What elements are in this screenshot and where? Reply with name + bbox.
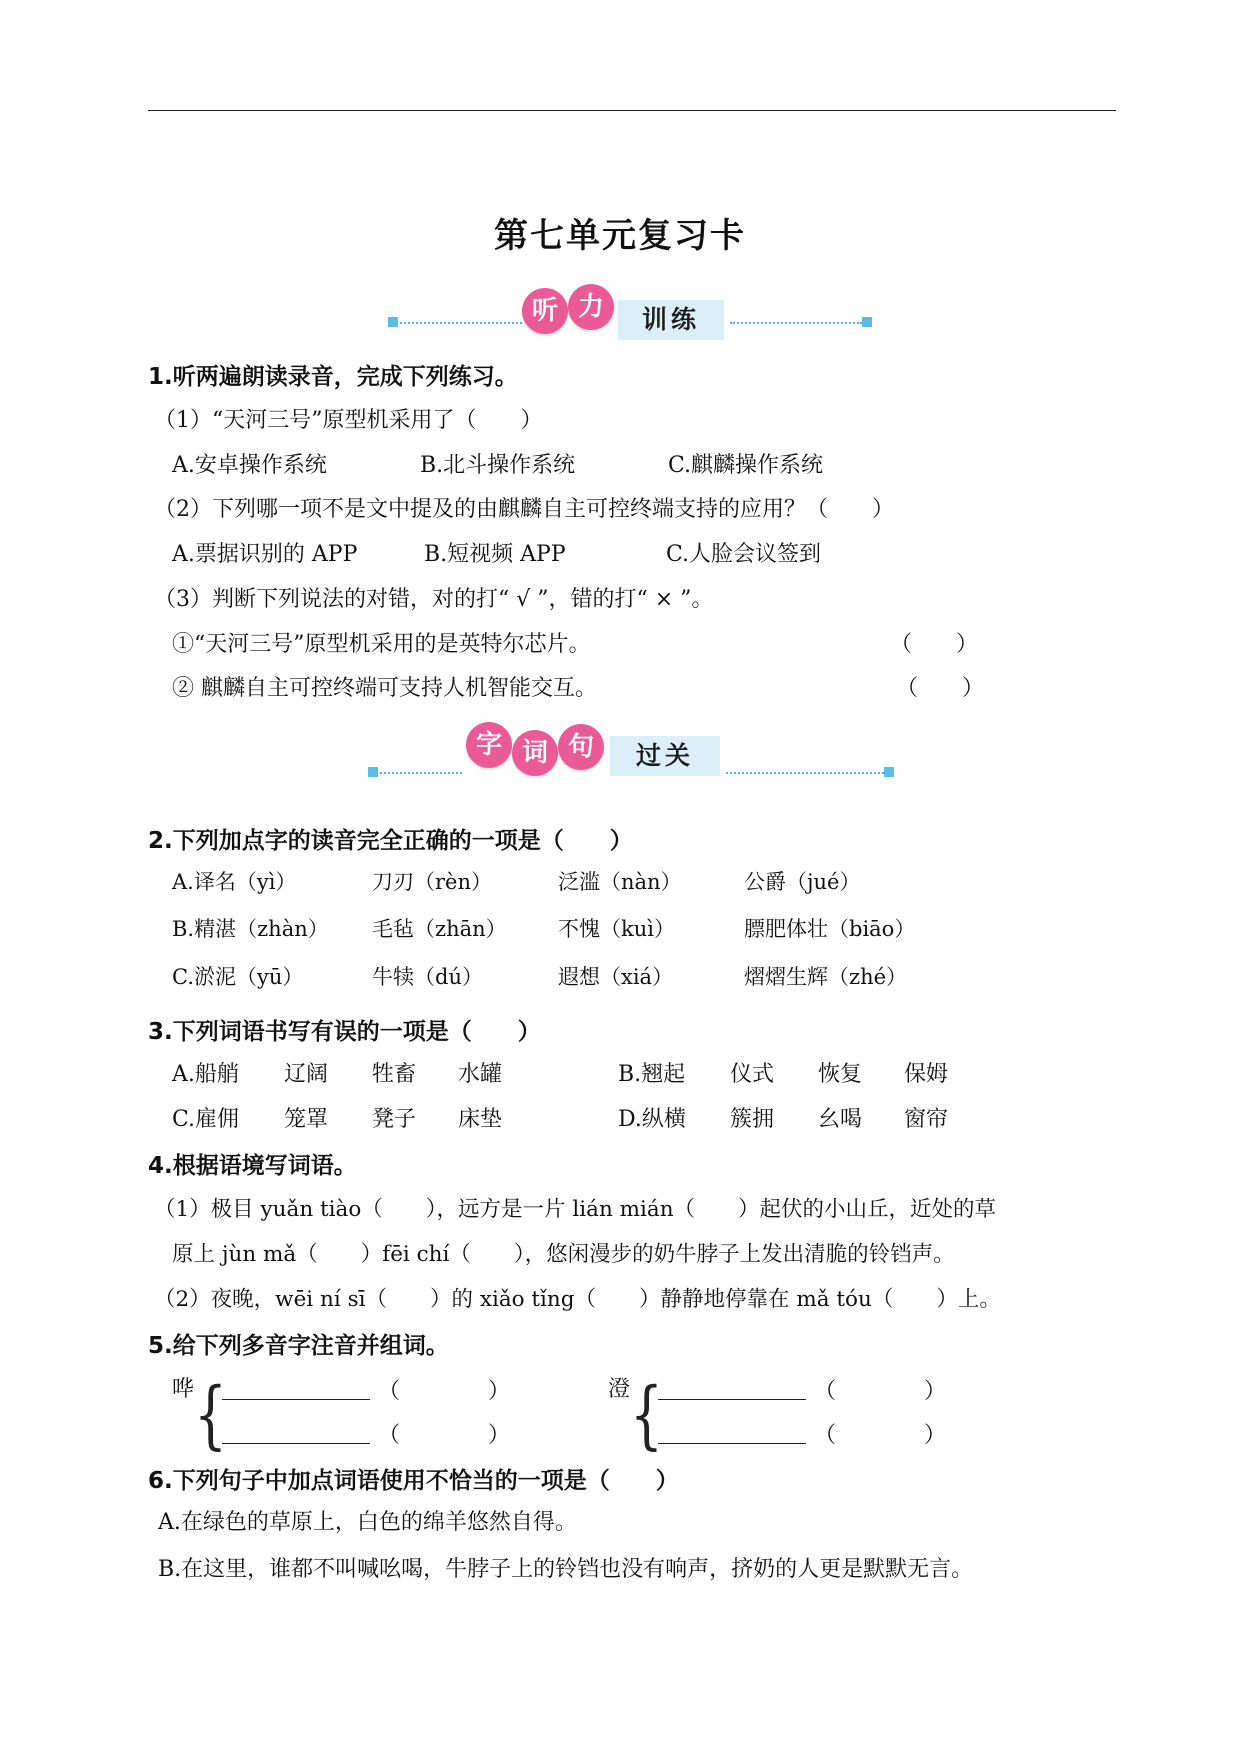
q5-brace-1: {	[194, 1372, 227, 1458]
q4-line-2: 原上 jùn mǎ（ ）fēi chí（ ），悠闲漫步的奶牛脖子上发出清脆的铃铛声。	[172, 1242, 955, 1267]
section-banner-listening	[386, 288, 876, 348]
q3-d-2: 簇拥	[730, 1107, 775, 1132]
q2-heading: 2.下列加点字的读音完全正确的一项是（ ）	[148, 828, 633, 854]
banner-tab-listening: 训练	[618, 300, 724, 340]
banner-dash-left	[380, 772, 462, 774]
q2-a-1: A.译名（yì）	[172, 870, 297, 894]
banner-square-left	[368, 767, 378, 777]
q1-s3-item-1-paren: （ ）	[890, 632, 979, 657]
q1-s1-option-c: C.麒麟操作系统	[668, 453, 824, 478]
top-rule	[148, 110, 1116, 111]
q5-paren-2a: （ ）	[814, 1379, 947, 1404]
q5-char-1: 哗	[172, 1377, 195, 1402]
q5-paren-2b: （ ）	[814, 1423, 947, 1448]
q3-b-1: B.翘起	[618, 1062, 686, 1087]
q1-s2-option-a: A.票据识别的 APP	[172, 542, 358, 567]
banner-bubble-zi: 字	[466, 722, 512, 768]
q6-heading: 6.下列句子中加点词语使用不恰当的一项是（ ）	[148, 1468, 679, 1494]
q5-blank-1b[interactable]	[222, 1443, 370, 1444]
q5-blank-2b[interactable]	[658, 1443, 806, 1444]
q3-a-3: 牲畜	[372, 1062, 417, 1087]
q2-b-3: 不愧（kuì）	[558, 917, 675, 941]
q5-paren-1a: （ ）	[378, 1379, 511, 1404]
q5-blank-2a[interactable]	[658, 1399, 806, 1400]
q3-d-4: 窗帘	[904, 1107, 949, 1132]
q2-a-4: 公爵（jué）	[744, 870, 861, 894]
q1-s2-option-c: C.人脸会议签到	[666, 542, 822, 567]
q3-b-2: 仪式	[730, 1062, 775, 1087]
q3-b-3: 恢复	[818, 1062, 863, 1087]
q1-s2-option-b: B.短视频 APP	[424, 542, 566, 567]
q2-a-2: 刀刃（rèn）	[372, 870, 492, 894]
q1-s3-stem: （3）判断下列说法的对错，对的打“ √ ”，错的打“ × ”。	[154, 587, 714, 612]
q1-s1-stem: （1）“天河三号”原型机采用了（ ）	[154, 408, 543, 433]
q1-s3-item-1: ①“天河三号”原型机采用的是英特尔芯片。	[172, 632, 591, 657]
q2-c-1: C.淤泥（yū）	[172, 965, 304, 989]
q4-line-1: （1）极目 yuǎn tiào（ ），远方是一片 lián mián（ ）起伏的小山丘，近处的草	[154, 1197, 997, 1222]
q2-c-3: 遐想（xiá）	[558, 965, 674, 989]
q5-paren-1b: （ ）	[378, 1423, 511, 1448]
q1-s3-item-2-paren: （ ）	[896, 676, 985, 701]
q3-c-2: 笼罩	[284, 1107, 329, 1132]
q2-c-2: 牛犊（dú）	[372, 965, 483, 989]
q1-heading: 1.听两遍朗读录音，完成下列练习。	[148, 364, 518, 390]
banner-square-right	[862, 317, 872, 327]
q5-char-2: 澄	[608, 1377, 631, 1402]
section-banner-words	[366, 726, 898, 786]
q6-option-b: B.在这里，谁都不叫喊吆喝，牛脖子上的铃铛也没有响声，挤奶的人更是默默无言。	[158, 1557, 974, 1582]
q3-a-2: 辽阔	[284, 1062, 329, 1087]
q3-b-4: 保姆	[904, 1062, 949, 1087]
banner-bubble-li: 力	[568, 284, 614, 330]
q5-brace-2: {	[630, 1372, 663, 1458]
q3-c-4: 床垫	[458, 1107, 503, 1132]
q5-heading: 5.给下列多音字注音并组词。	[148, 1333, 449, 1359]
banner-bubble-ju: 句	[558, 724, 604, 770]
q2-b-1: B.精湛（zhàn）	[172, 917, 329, 941]
q3-d-3: 幺喝	[818, 1107, 863, 1132]
banner-bubble-ci: 词	[512, 730, 558, 776]
q3-a-4: 水罐	[458, 1062, 503, 1087]
q2-b-2: 毛毡（zhān）	[372, 917, 507, 941]
q3-c-3: 凳子	[372, 1107, 417, 1132]
q3-c-1: C.雇佣	[172, 1107, 240, 1132]
q2-c-4: 熠熠生辉（zhé）	[744, 965, 908, 989]
q1-s3-item-2: ② 麒麟自主可控终端可支持人机智能交互。	[172, 676, 597, 701]
banner-dash-right	[730, 322, 862, 324]
q6-option-a: A.在绿色的草原上，白色的绵羊悠然自得。	[158, 1510, 577, 1535]
q1-s2-stem: （2）下列哪一项不是文中提及的由麒麟自主可控终端支持的应用？（ ）	[154, 497, 894, 522]
banner-square-right	[884, 767, 894, 777]
q4-line-3: （2）夜晚，wēi ní sī（ ）的 xiǎo tǐng（ ）静静地停靠在 mǎ tóu（ ）上。	[154, 1287, 1001, 1312]
page-title: 第七单元复习卡	[494, 216, 746, 256]
banner-square-left	[388, 317, 398, 327]
q2-a-3: 泛滥（nàn）	[558, 870, 682, 894]
q5-blank-1a[interactable]	[222, 1399, 370, 1400]
q3-heading: 3.下列词语书写有误的一项是（ ）	[148, 1019, 541, 1045]
q3-a-1: A.船艄	[172, 1062, 239, 1087]
q2-b-4: 膘肥体壮（biāo）	[744, 917, 916, 941]
banner-tab-words: 过关	[610, 736, 720, 776]
q1-s1-option-a: A.安卓操作系统	[172, 453, 327, 478]
banner-dash-left	[400, 322, 522, 324]
q4-heading: 4.根据语境写词语。	[148, 1153, 357, 1179]
q3-d-1: D.纵横	[618, 1107, 686, 1132]
q1-s1-option-b: B.北斗操作系统	[420, 453, 576, 478]
banner-dash-right	[726, 772, 884, 774]
banner-bubble-ting: 听	[522, 288, 568, 334]
